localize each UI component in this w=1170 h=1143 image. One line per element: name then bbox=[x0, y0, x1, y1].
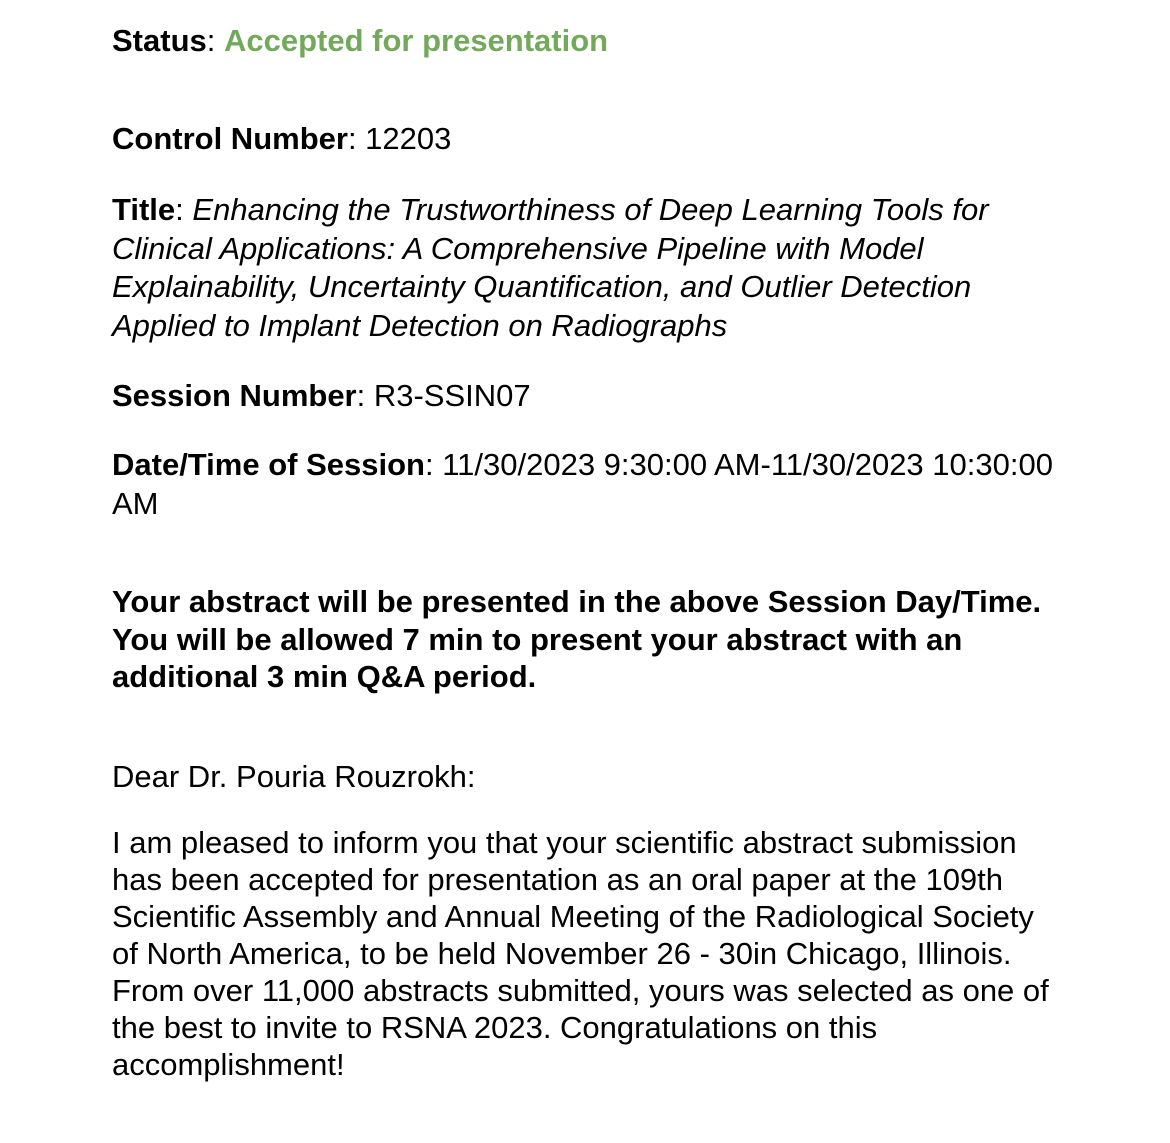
letter-salutation: Dear Dr. Pouria Rouzrokh: bbox=[112, 759, 476, 794]
session-datetime-line: Date/Time of Session: 11/30/2023 9:30:00 AM-11/30/2023 10:30:00 AM bbox=[112, 447, 1053, 521]
title-label: Title bbox=[112, 192, 176, 227]
status-label: Status bbox=[112, 23, 207, 58]
session-number-label: Session Number bbox=[112, 378, 357, 413]
session-datetime-label: Date/Time of Session bbox=[112, 447, 425, 482]
session-datetime-value: 11/30/2023 9:30:00 AM-11/30/2023 10:30:00 AM bbox=[112, 447, 1053, 521]
letter-body: I am pleased to inform you that your scientific abstract submission has been accepted for presentation as an oral paper at the 109th Scientific Assembly and Annual Meeting of the Radiological Society of North America, to be held November 26 - 30in Chicago, Illinois. From over 11,000 abstracts submitted, yours was selected as one of the best to invite to RSNA 2023. Congratulations on this accomplishment! bbox=[112, 825, 1049, 1082]
title-value: Enhancing the Trustworthiness of Deep Learning Tools for Clinical Applications: A Comprehensive Pipeline with Model Explainability, Uncertainty Quantification, and Outlier Detection Applied to Implant Detection on Radiographs bbox=[112, 192, 989, 343]
presentation-notice: Your abstract will be presented in the above Session Day/Time. You will be allowed 7 min to present your abstract with an additional 3 min Q&A period. bbox=[112, 584, 1042, 694]
control-number-label: Control Number bbox=[112, 121, 348, 156]
session-number-value: R3-SSIN07 bbox=[373, 378, 531, 413]
status-line: Status: Accepted for presentation bbox=[112, 23, 609, 58]
title-line: Title: Enhancing the Trustworthiness of Deep Learning Tools for Clinical Applications: A Comprehensive Pipeline with Model Explainability, Uncertainty Quantification, and Outlier Detection Applied to Implant Detection on Radiographs bbox=[112, 192, 989, 343]
status-value: Accepted for presentation bbox=[223, 23, 609, 58]
session-number-line: Session Number: R3-SSIN07 bbox=[112, 378, 531, 413]
control-number-line: Control Number: 12203 bbox=[112, 121, 452, 156]
control-number-value: 12203 bbox=[365, 121, 452, 156]
